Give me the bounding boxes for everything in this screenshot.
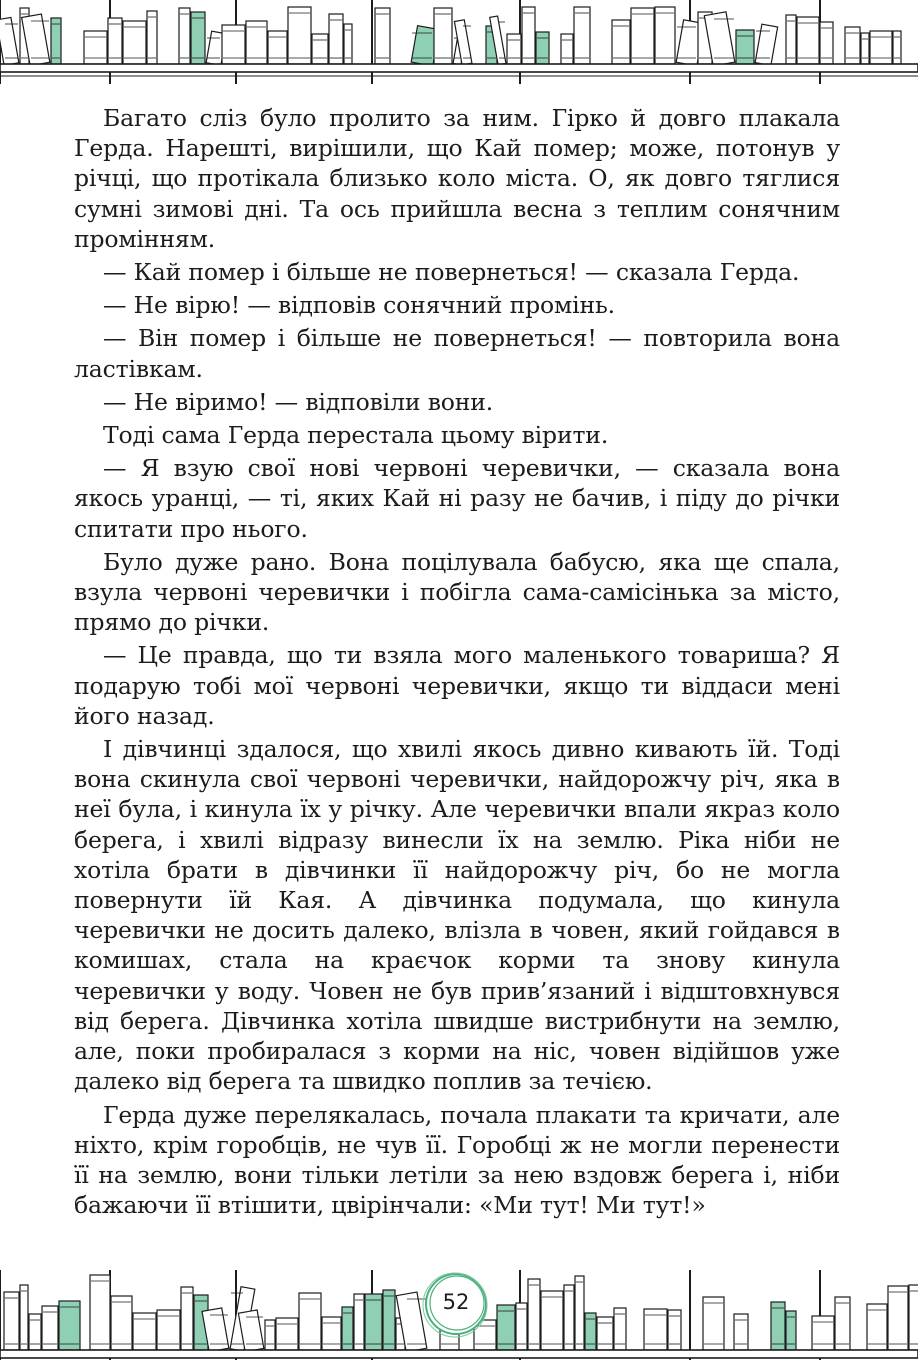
paragraph: — Це правда, що ти взяла мого маленького товариша? Я подарую тобі мої червоні черевички, якщо ти віддаси мені його назад. (74, 641, 840, 730)
paragraph: Герда дуже перелякалась, почала плакати та кричати, але ніхто, крім горобців, не чув її. Горобці ж не могли перенести її на землю, вони тільки летіли за нею вздовж берега і, ніби бажаючи її втішити, цвірінчали: «Ми тут! Ми тут!» (74, 1100, 840, 1220)
story-text (74, 103, 840, 1223)
bookshelf-header-decoration (0, 0, 918, 84)
paragraph: — Не віримо! — відповіли вони. (103, 387, 494, 416)
paragraph: Було дуже рано. Вона поцілувала бабусю, яка ще спала, взула червоні черевички і побігла сама-самісінька за місто, прямо до річки. (74, 547, 840, 637)
paragraph: Багато сліз було пролито за ним. Гірко й довго плакала Герда. Нарешті, вирішили, що Кай помер; може, потонув у річці, що протікала близько коло міста. О, як довго тяглися сумні зимові дні. Та ось прийшла весна з теплим сонячним промінням. (74, 104, 840, 253)
page-number: 52 (442, 1290, 470, 1314)
paragraph: — Кай помер і більше не повернеться! — сказала Герда. (103, 258, 800, 287)
page-number-badge (420, 1268, 492, 1340)
paragraph: — Не вірю! — відповів сонячний промінь. (103, 291, 615, 320)
paragraph: І дівчинці здалося, що хвилі якось дивно кивають їй. Тоді вона скинула свої червоні черевички, найдорожчу річ, яка в неї була, і кинула їх у річку. Але черевички впали якраз коло берега, і хвилі відразу винесли їх на землю. Ріка ніби не хотіла брати в дівчинки її найдорожчу річ, бо не могла повернути їй Кая. А дівчинка подумала, що кинула черевички не досить далеко, влізла в човен, який гойдався в комишах, стала на краєчок корми та знову кинула черевички у воду. Човен не був прив’язаний і відштовхнувся від берега. Дівчинка хотіла швидше вистрибнути на землю, але, поки пробиралася з корми на ніс, човен відійшов уже далеко від берега та швидко поплив за течією. (74, 735, 840, 1096)
paragraph: Тоді сама Герда перестала цьому вірити. (103, 421, 609, 450)
paragraph: — Він помер і більше не повернеться! — повторила вона ластівкам. (74, 324, 840, 383)
bookshelf-illustration (0, 0, 918, 84)
paragraph: — Я взую свої нові червоні черевички, — сказала вона якось уранці, — ті, яких Кай ні разу не бачив, і піду до річки спитати про нього. (74, 454, 840, 543)
